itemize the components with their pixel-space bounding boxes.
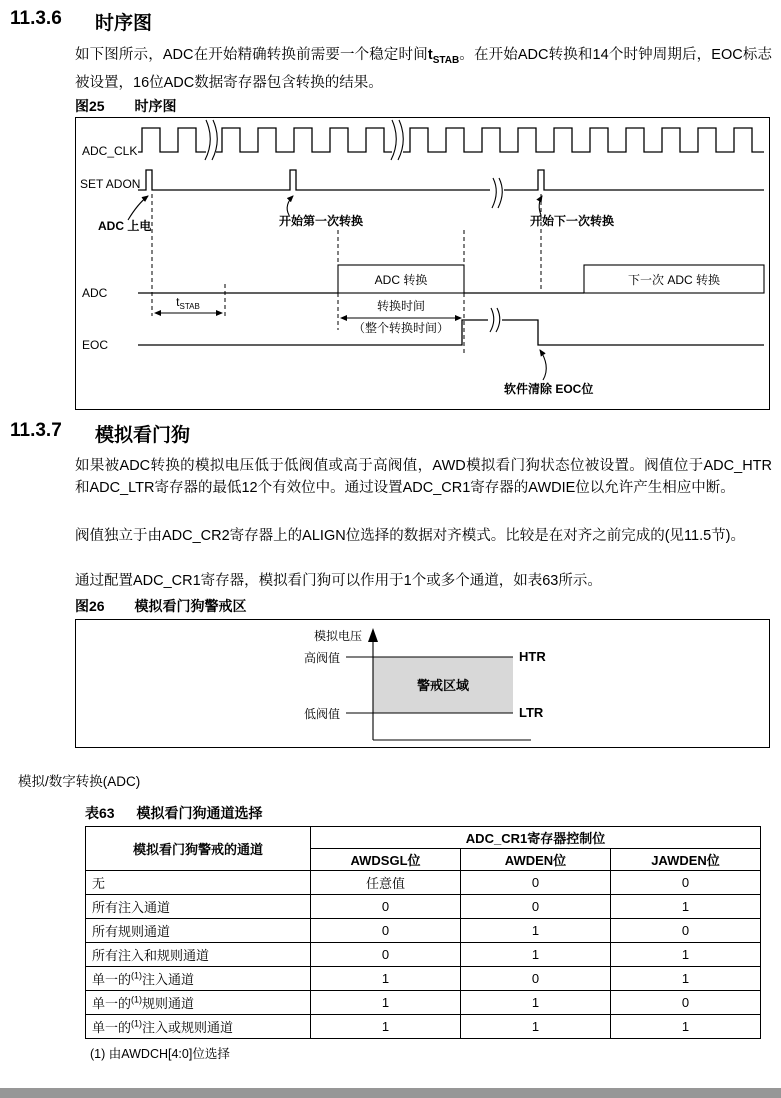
figure26-guard-area-diagram — [75, 619, 770, 748]
cell-jawden: 1 — [611, 895, 761, 919]
section-title: 模拟看门狗 — [95, 425, 191, 446]
tstab-symbol: t — [427, 47, 433, 63]
break-mark — [398, 120, 403, 160]
cell-jawden: 0 — [611, 991, 761, 1015]
cell-channel: 单一的$^{(1)}$注入或规则通道 — [86, 1015, 311, 1039]
start-first-conversion-arrow — [287, 196, 293, 215]
col-header-awdsgl: AWDSGL位 — [311, 849, 461, 871]
timing-diagram-svg — [76, 118, 769, 409]
cell-channel: 所有注入和规则通道 — [86, 943, 311, 967]
total-conversion-time-label: （整个转换时间） — [352, 321, 450, 335]
adc-power-on-label: ADC 上电 — [98, 219, 152, 233]
figure25-timing-diagram — [75, 117, 770, 410]
high-threshold-label: 高阀值 — [303, 651, 340, 665]
cell-jawden: 1 — [611, 943, 761, 967]
adc-clk-waveform — [138, 128, 206, 152]
table-row — [86, 991, 761, 1015]
paragraph-text: 如下图所示，ADC在开始精确转换前需要一个稳定时间 — [75, 47, 428, 63]
figure26-caption — [75, 596, 246, 616]
cell-channel: 所有注入通道 — [86, 895, 311, 919]
adc-clk-waveform — [216, 128, 392, 152]
adc-power-on-arrow — [128, 196, 148, 220]
cell-awden: 0 — [461, 871, 611, 895]
cell-awdsgl: 1 — [311, 991, 461, 1015]
software-clear-eoc-arrow — [540, 350, 546, 380]
tstab-label: tSTAB — [176, 295, 200, 311]
cell-jawden: 1 — [611, 1015, 761, 1039]
table63-label: 表63 — [85, 805, 115, 821]
break-mark — [498, 178, 502, 208]
start-first-conversion-label: 开始第一次转换 — [279, 214, 364, 228]
eoc-waveform — [502, 320, 764, 345]
signal-label-eoc: EOC — [82, 338, 109, 352]
break-mark — [490, 308, 494, 332]
section-heading-1136 — [10, 8, 510, 35]
voltage-axis-arrowhead — [368, 628, 378, 642]
cell-channel: 单一的$^{(1)}$规则通道 — [86, 991, 311, 1015]
software-clear-eoc-label: 软件清除 EOC位 — [504, 382, 594, 396]
analog-voltage-label: 模拟电压 — [313, 629, 362, 643]
table-row — [86, 1015, 761, 1039]
cell-jawden: 1 — [611, 967, 761, 991]
cell-awden: 1 — [461, 1015, 611, 1039]
watchdog-paragraph-2: 阀值独立于由ADC_CR2寄存器上的ALIGN位选择的数据对齐模式。比较是在对齐之前完成的(见11.5节)。 — [75, 528, 745, 544]
cell-awdsgl: 0 — [311, 895, 461, 919]
table63-caption — [85, 803, 262, 823]
set-adon-waveform — [138, 170, 490, 190]
cell-awden: 1 — [461, 919, 611, 943]
cell-awden: 0 — [461, 967, 611, 991]
start-next-conversion-label: 开始下一次转换 — [530, 214, 615, 228]
section-number: 11.3.7 — [10, 420, 62, 441]
break-mark — [212, 120, 217, 160]
cell-awden: 0 — [461, 895, 611, 919]
figure25-title: 时序图 — [134, 98, 177, 114]
cell-jawden: 0 — [611, 919, 761, 943]
break-mark — [496, 308, 500, 332]
cell-channel: 所有规则通道 — [86, 919, 311, 943]
figure25-caption — [75, 96, 176, 116]
guard-area-label: 警戒区域 — [416, 678, 470, 693]
break-mark — [205, 120, 210, 160]
ltr-label: LTR — [519, 705, 544, 720]
start-next-conversion-arrow — [539, 196, 542, 215]
col-header-awden: AWDEN位 — [461, 849, 611, 871]
next-adc-conversion-label: 下一次 ADC 转换 — [627, 273, 721, 287]
signal-label-adc-clk: ADC_CLK — [82, 144, 138, 158]
table63-footnote: (1) 由AWDCH[4:0]位选择 — [90, 1047, 230, 1061]
cell-channel: 无 — [86, 871, 311, 895]
htr-label: HTR — [519, 649, 546, 664]
signal-label-set-adon: SET ADON — [80, 177, 141, 191]
conversion-time-label: 转换时间 — [376, 299, 426, 313]
adc-clk-waveform — [403, 128, 764, 152]
timing-intro-paragraph — [75, 44, 772, 94]
watchdog-channel-table — [85, 826, 761, 1039]
table-row — [86, 943, 761, 967]
cell-awden: 1 — [461, 943, 611, 967]
col-header-group: ADC_CR1寄存器控制位 — [311, 827, 761, 849]
col-header-channel: 模拟看门狗警戒的通道 — [86, 827, 311, 871]
set-adon-waveform — [504, 170, 764, 190]
cell-awdsgl: 1 — [311, 967, 461, 991]
table-row — [86, 895, 761, 919]
table63-title: 模拟看门狗通道选择 — [136, 805, 263, 821]
table-header-row — [86, 827, 761, 849]
table-row — [86, 919, 761, 943]
watchdog-paragraph-3: 通过配置ADC_CR1寄存器，模拟看门狗可以作用于1个或多个通道，如表63所示。 — [75, 573, 602, 589]
cell-jawden: 0 — [611, 871, 761, 895]
break-mark — [391, 120, 396, 160]
cell-awdsgl: 0 — [311, 943, 461, 967]
tstab-subscript: STAB — [432, 54, 460, 66]
running-header: 模拟/数字转换(ADC) — [18, 774, 141, 789]
section-number: 11.3.6 — [10, 8, 62, 29]
low-threshold-label: 低阀值 — [303, 707, 340, 721]
paragraph-text: 。在开始ADC转换和14个时钟周期后，EOC标志被设置，16位ADC数据寄存器包含转换的结果。 — [75, 47, 772, 91]
page-edge-bar — [0, 1088, 781, 1098]
cell-awden: 1 — [461, 991, 611, 1015]
guard-area-svg — [76, 620, 769, 747]
section-heading-1137 — [10, 420, 510, 447]
signal-label-adc: ADC — [82, 286, 108, 300]
table-row — [86, 967, 761, 991]
adc-conversion-label: ADC 转换 — [374, 273, 428, 287]
figure26-label: 图26 — [75, 598, 105, 614]
cell-channel: 单一的$^{(1)}$注入通道 — [86, 967, 311, 991]
cell-awdsgl: 任意值 — [311, 871, 461, 895]
break-mark — [492, 178, 496, 208]
cell-awdsgl: 1 — [311, 1015, 461, 1039]
figure25-label: 图25 — [75, 98, 105, 114]
cell-awdsgl: 0 — [311, 919, 461, 943]
col-header-jawden: JAWDEN位 — [611, 849, 761, 871]
figure26-title: 模拟看门狗警戒区 — [134, 598, 247, 614]
section-title: 时序图 — [95, 13, 153, 34]
table-row — [86, 871, 761, 895]
watchdog-paragraph-1: 如果被ADC转换的模拟电压低于低阀值或高于高阀值，AWD模拟看门狗状态位被设置。阀值位于ADC_HTR和ADC_LTR寄存器的最低12个有效位中。通过设置ADC_CR1寄存器的AWDIE位以允许产生相应中断。 — [75, 458, 772, 496]
